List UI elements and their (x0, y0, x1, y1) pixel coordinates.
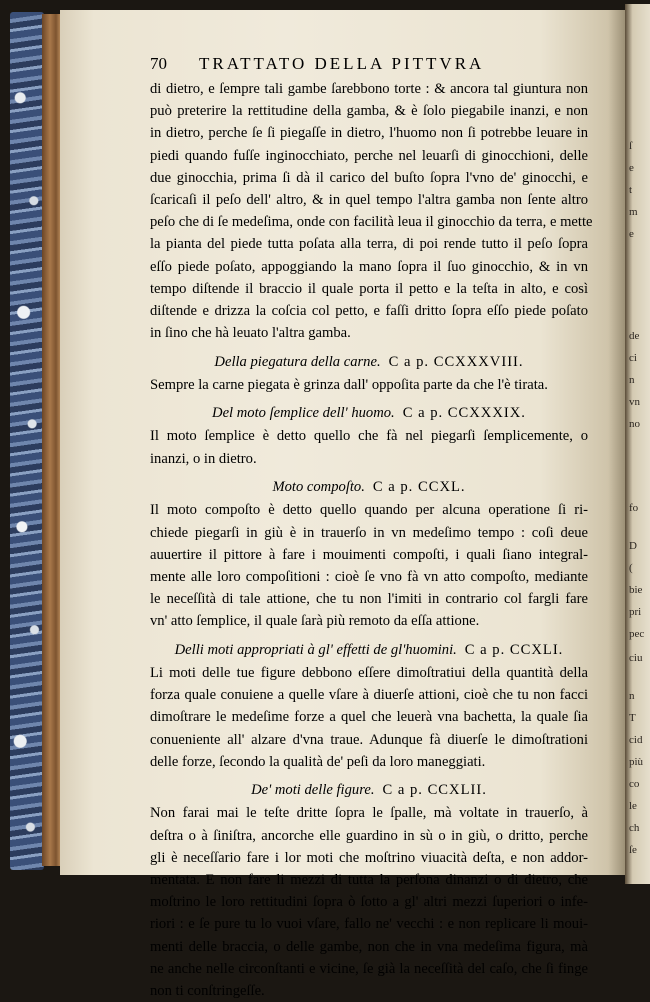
text-line: delle forze, ſecondo la qualità de' peſi da loro maneggiati. (150, 753, 486, 770)
text-line: menti delle braccia, o delle gambe, non che in vna medeſima figura, mà (150, 938, 588, 955)
text-line: peſo che di ſe medeſima, onde con facilità leua il ginocchio da terra, e mette (150, 214, 593, 231)
chapter-heading (150, 470, 588, 500)
chapter-heading (150, 632, 588, 662)
paragraph-first-line: Il moto compoſto è detto quello quando per alcuna operatione ſi ri- (150, 502, 588, 519)
facing-page-fragment: T (629, 712, 636, 724)
chapter-heading (150, 396, 588, 426)
chapter-heading (150, 773, 588, 803)
facing-page-fragment: co (629, 778, 640, 790)
text-line: dimoſtrare le medeſime forze a quel che leuerà vna bachetta, la quale ſia (150, 709, 588, 726)
facing-page-fragment: ſ (629, 140, 633, 152)
facing-page-fragment: pec (629, 628, 645, 640)
facing-page-fragment: t (629, 184, 633, 196)
facing-page-fragment: e (629, 162, 634, 174)
text-line: può preterire la rettitudine della gamba, & è ſolo piegabile inanzi, e non (150, 103, 588, 120)
chapter-number: C a p. CCXXXVIII. (388, 353, 524, 370)
page-body (150, 78, 593, 1002)
paragraph-first-line: Non farai mai le teſte dritte ſopra le ſpalle, mà voltate in trauerſo, à (150, 805, 588, 822)
chapter-number: C a p. CCXL. (372, 479, 466, 496)
text-line: in ſino che hà leuato l'altra gamba. (150, 325, 351, 342)
paragraph-first-line: Il moto ſemplice è detto quello che fà nel piegarſi ſemplicemente, o (150, 428, 588, 445)
text-line: ne anche nelle circonſtanti e vicine, ſe già la neceſſità del caſo, che ſi finge (150, 960, 588, 977)
facing-page-fragment: de (629, 330, 640, 342)
text-line: la pianta del piede tutta poſata alla terra, di poi rende tutto il peſo ſopra (150, 236, 588, 253)
text-line: diſtende e drizza la coſcia col petto, e faſſi dritto ſopra eſſo piede poſato (150, 302, 588, 319)
text-line: gli è neceſſario fare i lor moti che moſtrino viuacità deſta, e non addor- (150, 849, 588, 866)
facing-page-fragment: n (629, 374, 635, 386)
running-title: TRATTATO DELLA PITTVRA (199, 54, 485, 73)
paragraph-first-line: di dietro, e ſempre tali gambe ſarebbono torte : & ancora tal giuntura non (150, 81, 588, 97)
text-line: due ginocchia, prima ſi dà il carico del buſto ſopra l'vno de' ginocchi, e (150, 169, 588, 186)
text-line: mentata. E non fare li mezzi di tutta la perſona dinanzi o di dietro, che (150, 871, 588, 888)
marbled-endpaper (10, 12, 44, 870)
chapter-title: Delli moti appropriati à gl' effetti de gl'huomini. (174, 641, 457, 658)
facing-page-fragment: ſe (629, 844, 637, 856)
facing-page-fragment: fo (629, 502, 639, 514)
facing-page-fragment: le (629, 800, 637, 812)
text-line: ſcaricaſi il peſo dell' altro, & in quel tempo l'altra gamba non ſente altro (150, 191, 588, 208)
chapter-title: Del moto ſemplice dell' huomo. (212, 405, 395, 422)
text-line: eſſo piede poſato, appoggiando la mano ſopra il ſuo ginocchio, & in vn (150, 258, 588, 275)
paragraph-first-line: Sempre la carne piegata è grinza dall' oppoſita parte da che l'è tirata. (150, 376, 548, 393)
chapter-title: Della piegatura della carne. (214, 353, 381, 370)
facing-page-fragment: cid (629, 734, 643, 746)
text-line: in dietro, perche ſe ſi piegaſſe in dietro, l'huomo non ſi potrebbe leuare in (150, 125, 588, 142)
text-line: tempo diſtende il braccio il quale porta il petto e la teſta in alto, e così (150, 280, 588, 297)
page-number: 70 (150, 54, 167, 73)
facing-page-fragment: ( (629, 562, 633, 574)
text-line: conueniente all' alzare d'vna traue. Adunque fà diuerſe le dimoſtrationi (150, 731, 588, 748)
chapter-title: Moto compoſto. (272, 479, 365, 496)
book-edge (42, 14, 62, 866)
text-line: non ti conſtringeſſe. (150, 982, 265, 999)
text-line: chiede piegarſi in giù è in trauerſo in vn medeſimo tempo : coſi deue (150, 524, 588, 541)
facing-page-fragment: no (629, 418, 640, 430)
chapter-number: C a p. CCXLI. (464, 641, 564, 658)
facing-page-fragment: pri (629, 606, 642, 618)
text-line: le neceſſità di tale attione, che tu non l'imiti in contrario col fargli fare (150, 591, 588, 608)
running-head (150, 54, 550, 76)
text-line: deſtra o à ſiniſtra, ancorche elle guardino in sù o in giù, o dritto, perche (150, 827, 588, 844)
facing-page-fragment: vn (629, 396, 640, 408)
chapter-number: C a p. CCXLII. (382, 782, 487, 799)
text-line: inanzi, o in dietro. (150, 450, 257, 467)
text-line: moſtrino le loro rettitudini ſopra ò ſotto a gl' altri mezzi ſuperiori o infe- (150, 894, 588, 911)
text-line: mente alle loro compoſitioni : cioè ſe vno fà vn atto compoſto, mediante (150, 568, 588, 585)
facing-page-fragment: ci (629, 352, 637, 364)
facing-page-fragment: m (629, 206, 638, 218)
facing-page-fragment: ciu (629, 652, 643, 664)
facing-page-fragment: bie (629, 584, 643, 596)
text-line: auuertire il pittore à fare i mouimenti compoſti, i quali ſiano integral- (150, 546, 588, 563)
facing-page-fragment: e (629, 228, 634, 240)
chapter-heading (150, 344, 588, 374)
text-line: piedi quando fuſſe inginocchiato, perche nel leuarſi di ginocchioni, delle (150, 147, 588, 164)
facing-page-fragment: più (629, 756, 644, 768)
text-line: forza quale conuiene a quelle vſare à diuerſe attioni, cioè che tu non facci (150, 687, 588, 704)
facing-page-fragment: n (629, 690, 635, 702)
text-line: vn' atto ſemplice, il quale ſarà più remoto da eſſa attione. (150, 613, 480, 630)
chapter-number: C a p. CCXXXIX. (402, 405, 526, 422)
chapter-title: De' moti delle figure. (251, 782, 375, 799)
facing-page-edge (625, 4, 650, 884)
facing-page-fragment: D (629, 540, 637, 552)
facing-page-fragment: ch (629, 822, 640, 834)
text-line: riori : e ſe pure tu lo vuoi vſare, fallo ne' vecchi : e non replicare li moui- (150, 916, 588, 933)
paragraph-first-line: Li moti delle tue figure debbono eſſere dimoſtratiui della quantità della (150, 664, 588, 681)
